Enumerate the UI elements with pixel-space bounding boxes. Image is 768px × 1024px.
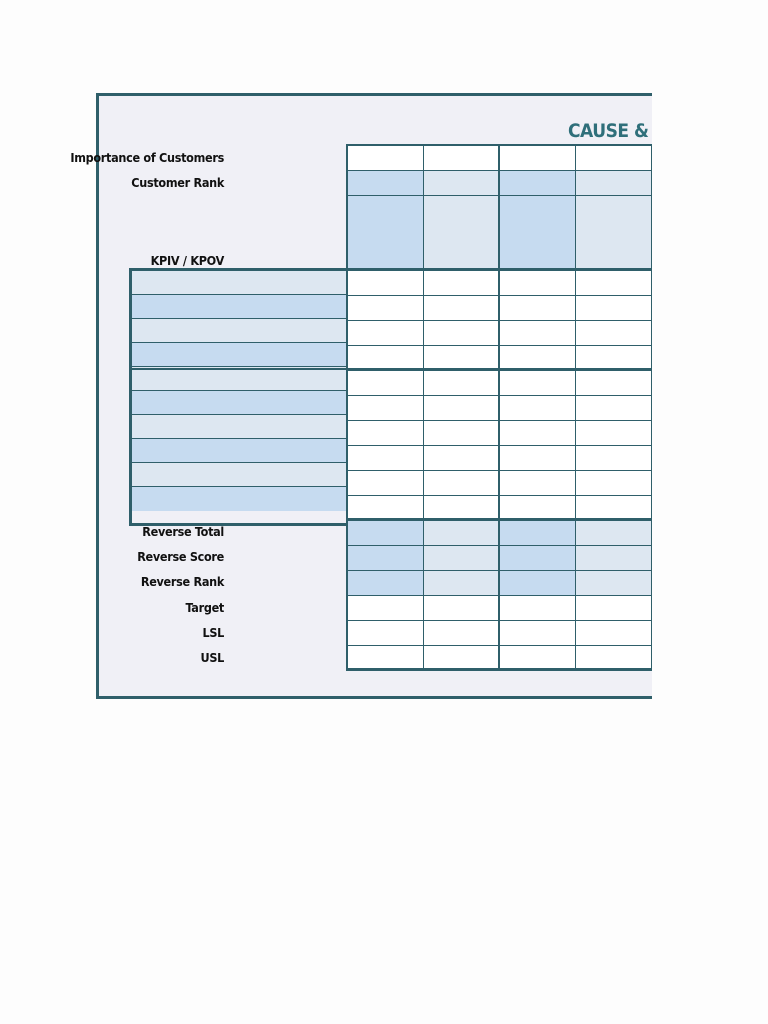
reverse-score-cell (576, 546, 652, 571)
label-reverse-total: Reverse Total (142, 524, 224, 539)
kpov-header-cell[interactable] (348, 196, 424, 271)
customer-rank-cell (576, 171, 652, 196)
reverse-rank-cell (576, 571, 652, 596)
label-reverse-score: Reverse Score (137, 549, 224, 564)
matrix-cell[interactable] (500, 421, 576, 446)
kpiv-row[interactable] (132, 391, 349, 415)
matrix-cell[interactable] (500, 271, 576, 296)
matrix-cell[interactable] (424, 496, 500, 521)
matrix-cell[interactable] (348, 371, 424, 396)
matrix-cell[interactable] (348, 421, 424, 446)
matrix-cell[interactable] (576, 396, 652, 421)
label-importance-of-customers: Importance of Customers (70, 150, 224, 165)
matrix-cell[interactable] (424, 371, 500, 396)
matrix-cell[interactable] (500, 371, 576, 396)
label-customer-rank: Customer Rank (131, 175, 224, 190)
customer-rank-cell (424, 171, 500, 196)
usl-cell[interactable] (424, 646, 500, 671)
matrix-cell[interactable] (500, 296, 576, 321)
matrix-cell[interactable] (576, 371, 652, 396)
matrix-cell[interactable] (576, 496, 652, 521)
reverse-total-cell (348, 521, 424, 546)
lsl-cell[interactable] (424, 621, 500, 646)
thick-divider-left (346, 145, 348, 671)
kpov-header-cell[interactable] (576, 196, 652, 271)
kpiv-row[interactable] (132, 439, 349, 463)
page-title: CAUSE & (568, 120, 649, 142)
matrix-cell[interactable] (424, 396, 500, 421)
customer-rank-cell (500, 171, 576, 196)
thick-divider-matrix-top (346, 268, 652, 271)
matrix-cell[interactable] (576, 421, 652, 446)
matrix-cell[interactable] (500, 346, 576, 371)
usl-cell[interactable] (576, 646, 652, 671)
matrix-cell[interactable] (500, 446, 576, 471)
matrix-cell[interactable] (576, 346, 652, 371)
usl-cell[interactable] (348, 646, 424, 671)
label-reverse-rank: Reverse Rank (140, 574, 224, 589)
label-target: Target (185, 600, 224, 615)
matrix-cell[interactable] (500, 396, 576, 421)
reverse-total-cell (500, 521, 576, 546)
kpiv-row[interactable] (132, 415, 349, 439)
kpiv-row[interactable] (132, 487, 349, 511)
matrix-cell[interactable] (424, 321, 500, 346)
reverse-rank-cell (348, 571, 424, 596)
lsl-cell[interactable] (500, 621, 576, 646)
reverse-score-cell (500, 546, 576, 571)
reverse-rank-cell (424, 571, 500, 596)
reverse-score-cell (348, 546, 424, 571)
matrix-cell[interactable] (576, 271, 652, 296)
label-lsl: LSL (202, 625, 224, 640)
matrix-cell[interactable] (424, 446, 500, 471)
kpiv-row[interactable] (132, 295, 349, 319)
kpov-header-cell[interactable] (500, 196, 576, 271)
customer-rank-cell (348, 171, 424, 196)
kpiv-list (129, 268, 349, 526)
target-cell[interactable] (424, 596, 500, 621)
matrix-cell[interactable] (500, 496, 576, 521)
kpov-header-cell[interactable] (424, 196, 500, 271)
usl-cell[interactable] (500, 646, 576, 671)
matrix-cell[interactable] (348, 396, 424, 421)
matrix-cell[interactable] (348, 271, 424, 296)
kpiv-row[interactable] (132, 463, 349, 487)
importance-cell[interactable] (576, 146, 652, 171)
thick-divider-top (346, 144, 652, 146)
thick-divider-matrix-bottom (346, 518, 652, 521)
label-usl: USL (200, 650, 224, 665)
matrix-cell[interactable] (348, 321, 424, 346)
importance-cell[interactable] (348, 146, 424, 171)
matrix-cell[interactable] (424, 471, 500, 496)
matrix-cell[interactable] (348, 296, 424, 321)
thick-divider-list-middle (130, 368, 346, 370)
reverse-total-cell (576, 521, 652, 546)
target-cell[interactable] (500, 596, 576, 621)
matrix-cell[interactable] (576, 446, 652, 471)
matrix-cell[interactable] (348, 496, 424, 521)
thick-divider-mid (498, 145, 500, 671)
matrix-cell[interactable] (576, 296, 652, 321)
kpiv-row[interactable] (132, 367, 349, 391)
thick-divider-bottom (346, 668, 652, 670)
kpiv-row[interactable] (132, 271, 349, 295)
target-cell[interactable] (576, 596, 652, 621)
lsl-cell[interactable] (348, 621, 424, 646)
kpiv-row[interactable] (132, 343, 349, 367)
matrix-cell[interactable] (348, 346, 424, 371)
matrix-cell[interactable] (348, 446, 424, 471)
matrix-cell[interactable] (424, 296, 500, 321)
matrix-cell[interactable] (424, 346, 500, 371)
lsl-cell[interactable] (576, 621, 652, 646)
importance-cell[interactable] (500, 146, 576, 171)
target-cell[interactable] (348, 596, 424, 621)
reverse-score-cell (424, 546, 500, 571)
kpiv-row[interactable] (132, 319, 349, 343)
reverse-rank-cell (500, 571, 576, 596)
reverse-total-cell (424, 521, 500, 546)
matrix-cell[interactable] (424, 421, 500, 446)
matrix-cell[interactable] (348, 471, 424, 496)
matrix-cell[interactable] (424, 271, 500, 296)
label-kpiv-kpov: KPIV / KPOV (150, 253, 224, 268)
matrix-cell[interactable] (500, 321, 576, 346)
importance-cell[interactable] (424, 146, 500, 171)
thick-divider-matrix-middle (346, 368, 652, 370)
matrix-cell[interactable] (576, 471, 652, 496)
matrix-cell[interactable] (576, 321, 652, 346)
matrix-cell[interactable] (500, 471, 576, 496)
